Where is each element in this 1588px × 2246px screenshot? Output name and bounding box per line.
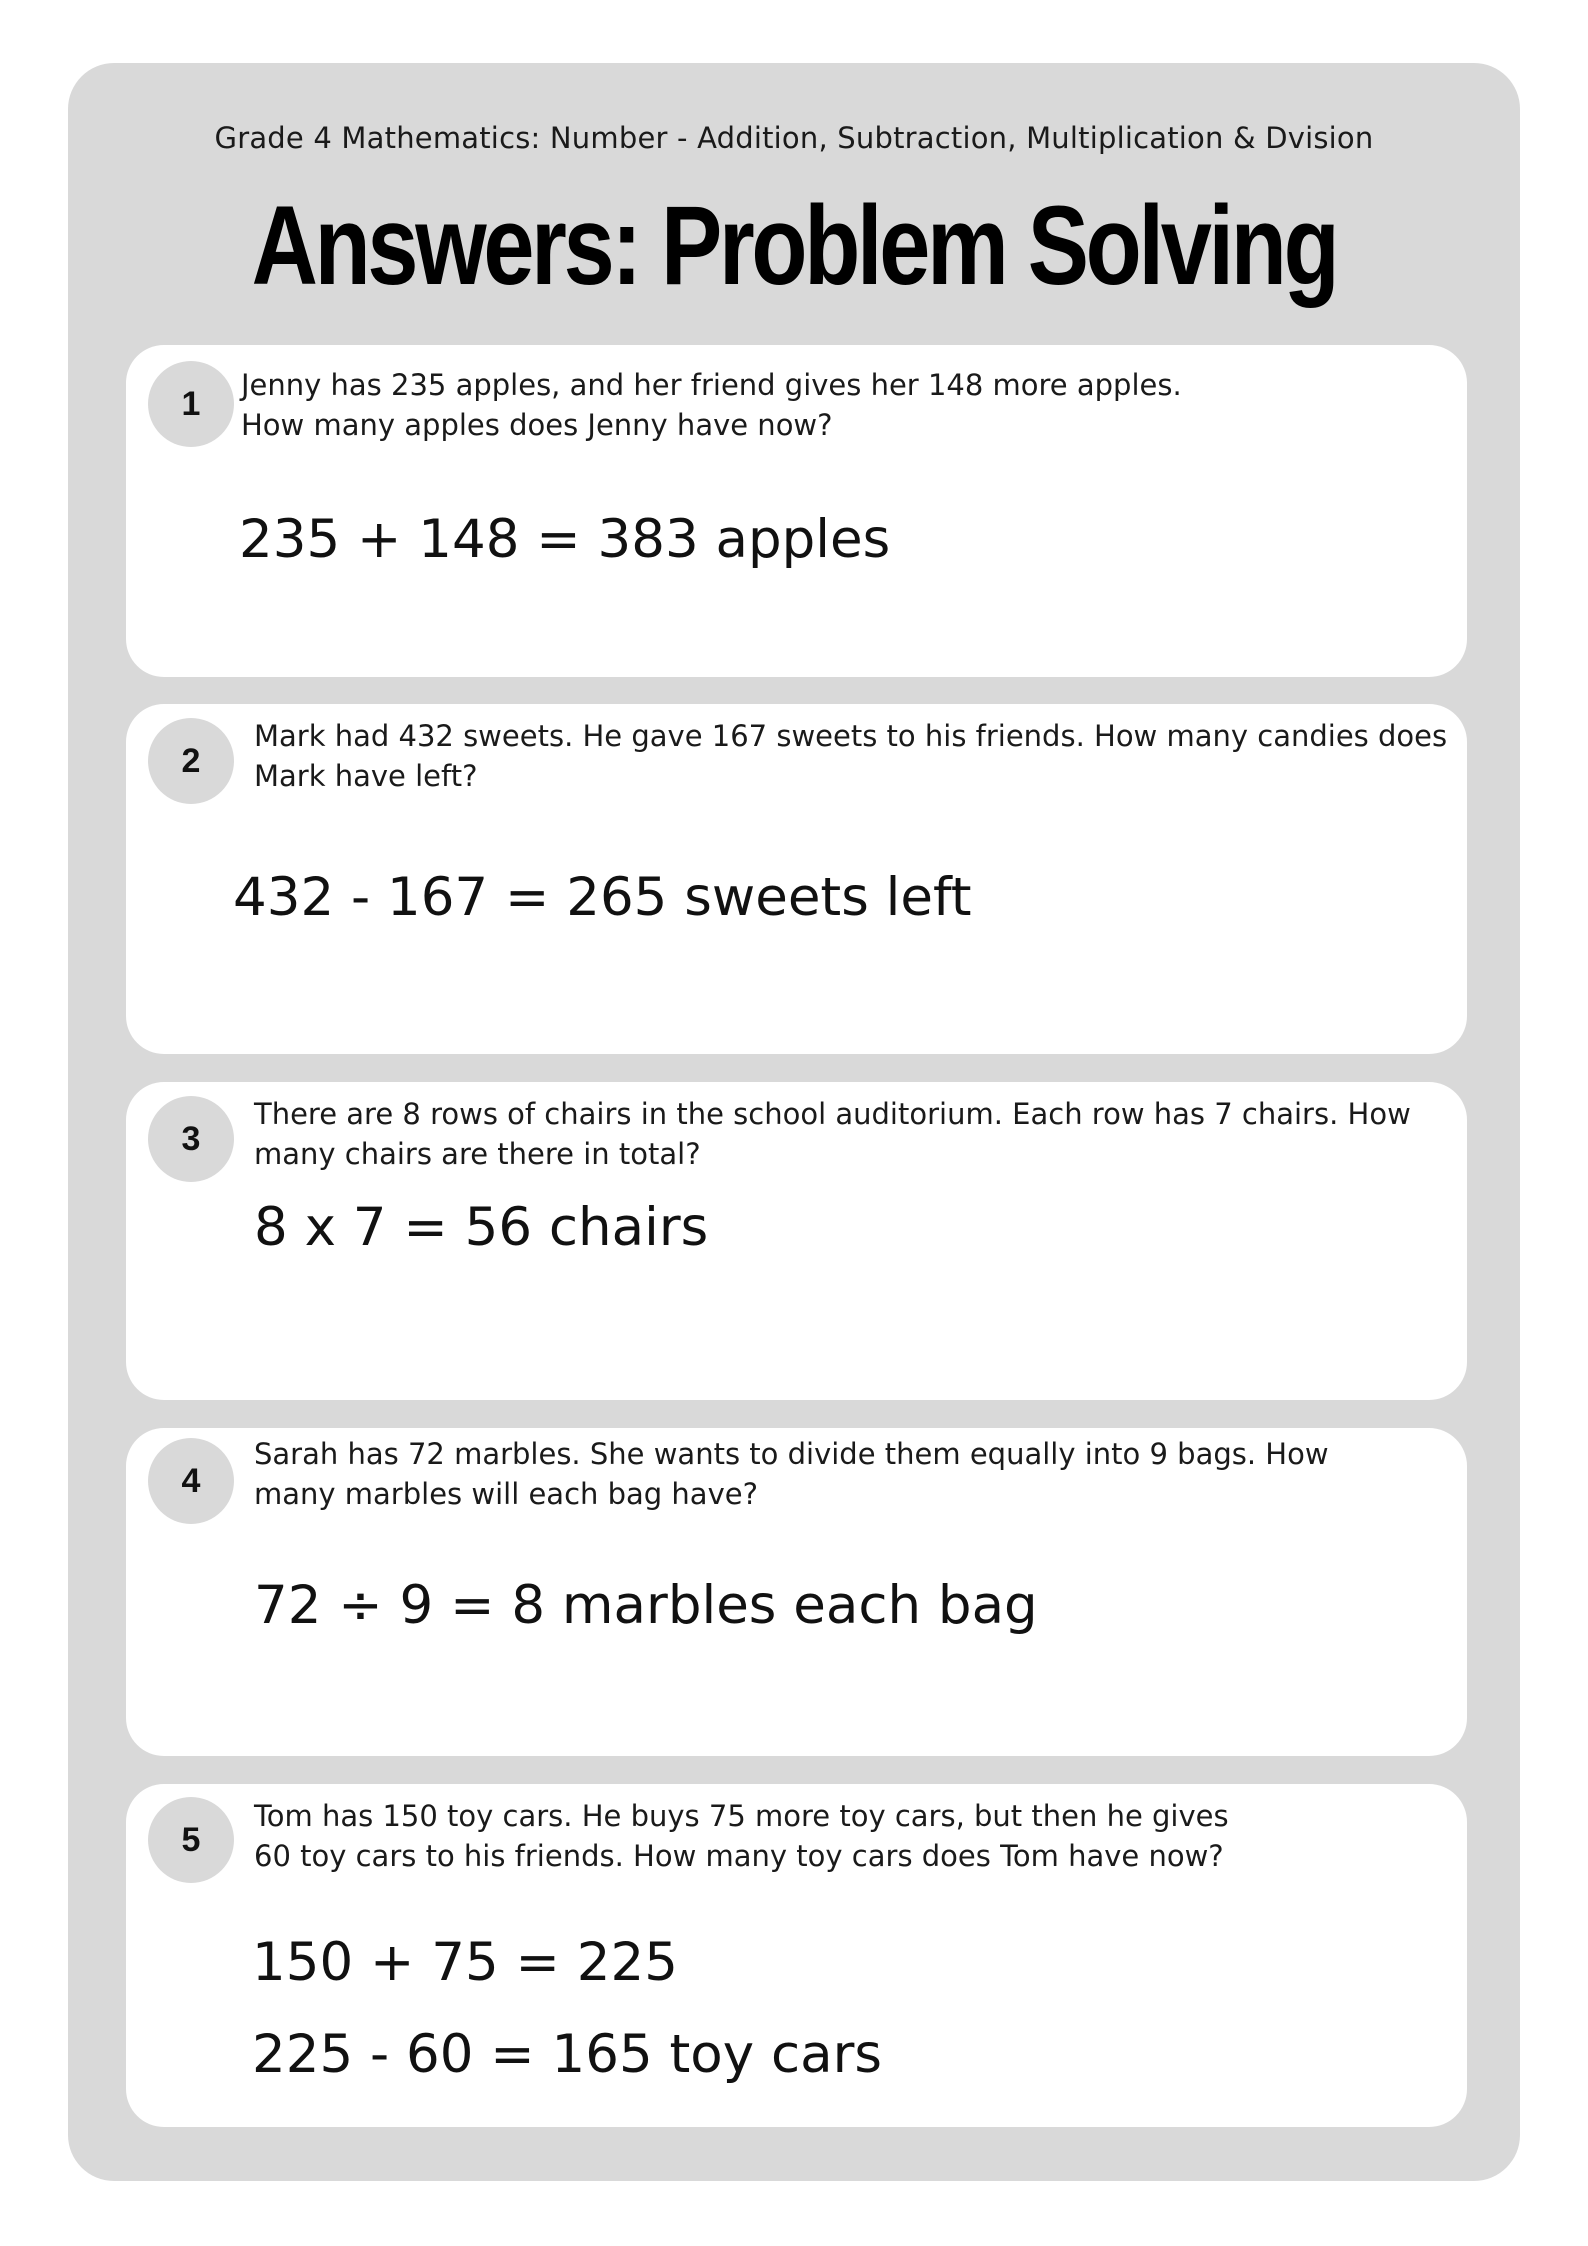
question-line: many marbles will each bag have?	[254, 1477, 758, 1511]
problem-question	[254, 1094, 1411, 1174]
problem-question	[254, 1796, 1229, 1876]
problem-card-5	[126, 1784, 1467, 2127]
problem-card-1	[126, 345, 1467, 677]
question-line: many chairs are there in total?	[254, 1137, 701, 1171]
answer-equation: 225 - 60 = 165 toy cars	[252, 2024, 882, 2085]
answer-equation: 8 x 7 = 56 chairs	[254, 1197, 709, 1258]
problem-question	[241, 365, 1182, 445]
problem-question	[254, 716, 1447, 796]
question-line: Mark have left?	[254, 759, 478, 793]
question-line: 60 toy cars to his friends. How many toy cars does Tom have now?	[254, 1839, 1224, 1873]
question-line: Jenny has 235 apples, and her friend gives her 148 more apples.	[241, 368, 1182, 402]
answer-equation: 432 - 167 = 265 sweets left	[233, 867, 972, 928]
question-line: There are 8 rows of chairs in the school auditorium. Each row has 7 chairs. How	[254, 1097, 1411, 1131]
worksheet-panel	[68, 63, 1520, 2181]
question-line: Mark had 432 sweets. He gave 167 sweets to his friends. How many candies does	[254, 719, 1448, 753]
problem-number-badge: 3	[148, 1096, 234, 1182]
question-line: Tom has 150 toy cars. He buys 75 more toy cars, but then he gives	[254, 1799, 1229, 1833]
problem-number-badge: 1	[148, 361, 234, 447]
question-line: Sarah has 72 marbles. She wants to divide them equally into 9 bags. How	[254, 1437, 1329, 1471]
problem-card-4	[126, 1428, 1467, 1756]
problem-number-badge: 5	[148, 1797, 234, 1883]
problem-number-badge: 2	[148, 718, 234, 804]
page-title: Answers: Problem Solving	[251, 183, 1337, 308]
problem-card-3	[126, 1082, 1467, 1400]
question-line: How many apples does Jenny have now?	[241, 408, 833, 442]
problem-question	[254, 1434, 1329, 1514]
answer-equation: 235 + 148 = 383 apples	[239, 509, 891, 570]
worksheet-subtitle: Grade 4 Mathematics: Number - Addition, Subtraction, Multiplication & Dvision	[214, 121, 1374, 155]
answer-equation: 150 + 75 = 225	[252, 1932, 678, 1993]
answer-equation: 72 ÷ 9 = 8 marbles each bag	[254, 1575, 1038, 1636]
problem-number-badge: 4	[148, 1438, 234, 1524]
problem-card-2	[126, 704, 1467, 1054]
